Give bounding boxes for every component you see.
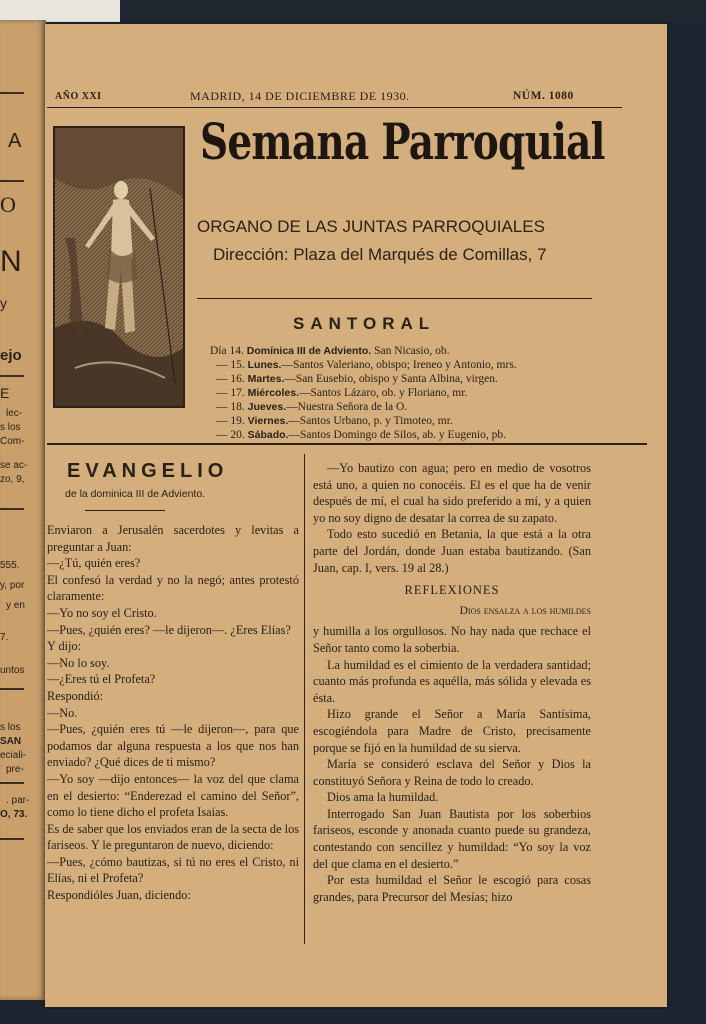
evangelio-paragraph: —Yo no soy el Cristo. (47, 605, 157, 620)
santoral-row (210, 386, 610, 400)
santoral-saints: —Santos Lázaro, ob. y Floriano, mr. (298, 387, 468, 399)
evangelio-short-rule (85, 510, 165, 511)
santoral-prefix: Día (210, 345, 227, 357)
left-page-fragment: untos (0, 665, 25, 676)
santoral-row (210, 428, 610, 442)
left-page-rule (0, 782, 24, 784)
santoral-day-number: 16. (230, 373, 245, 385)
santoral-row (210, 344, 610, 358)
left-page-fragment: . par- (6, 795, 30, 806)
santoral-list (210, 344, 610, 442)
gospel-continuation-paragraph: —Yo bautizo con agua; pero en medio de vosotros está uno, a quien no conocéis. El es el que ha de venir después de mí, el cual ha sido preferido a mí, y a quien yo no soy digno de desatar la correa de su zapato. (313, 461, 591, 525)
santoral-prefix: — (216, 401, 228, 413)
left-page-rule (0, 92, 24, 94)
left-page-fragment: pre- (6, 764, 24, 775)
evangelio-paragraph: —No. (47, 705, 78, 720)
santoral-weekday: Lunes. (247, 359, 282, 371)
left-page-fragment: 7. (0, 632, 9, 643)
santoral-saints: —Santos Domingo de Silos, ab. y Eugenio, pb. (288, 429, 507, 441)
left-page-fragment: A (8, 130, 22, 152)
issue-number: NÚM. 1080 (513, 90, 574, 102)
section-divider-rule (47, 443, 647, 445)
left-page-fragment: lec- (6, 408, 23, 419)
santoral-weekday: Domínica III de Adviento. (246, 345, 372, 357)
gospel-continuation-paragraph: Todo esto sucedió en Betania, la que está a la otra parte del Jordán, donde Juan estaba bautizando. (San Juan, cap. I, vers. 19 al 28.) (313, 527, 591, 575)
santoral-prefix: — (216, 415, 228, 427)
evangelio-paragraph: —Pues, ¿quién eres? —le dijeron—. ¿Eres Elías? (47, 622, 291, 637)
evangelio-heading: EVANGELIO (67, 460, 229, 482)
left-page-fragment: E (0, 385, 10, 401)
reflexiones-paragraph: y humilla a los orgullosos. No hay nada que rechace el Señor tanto como la soberbia. (313, 624, 591, 655)
evangelio-paragraph: —¿Eres tú el Profeta? (47, 672, 156, 687)
santoral-top-rule (197, 298, 592, 299)
santoral-day-number: 20. (230, 429, 245, 441)
santoral-weekday: Sábado. (247, 429, 289, 441)
evangelio-text (47, 522, 299, 904)
left-page-fragment: SAN (0, 736, 22, 747)
evangelio-paragraph: —Pues, ¿quién eres tú —le dijeron—, para que podamos dar alguna respuesta a los que nos han enviado? ¿Qué dices de ti mismo? (47, 722, 299, 770)
santoral-day-number: 19. (230, 415, 245, 427)
evangelio-paragraph: Respondióles Juan, diciendo: (47, 888, 191, 903)
evangelio-paragraph: Enviaron a Jerusalén sacerdotes y levitas a preguntar a Juan: (47, 523, 299, 554)
left-page-fragment: N (0, 245, 22, 278)
santoral-day-number: 18. (230, 401, 245, 413)
left-page-fragment: eciali- (0, 750, 27, 761)
left-page-fragment: ejo (0, 347, 22, 364)
evangelio-paragraph: —¿Tú, quién eres? (47, 556, 141, 571)
left-page-fragment: y (0, 295, 7, 311)
left-page-rule (0, 688, 24, 690)
santoral-row (210, 400, 610, 414)
santoral-prefix: — (216, 387, 228, 399)
reflexiones-subheading: Dios ensalza a los humildes (459, 604, 591, 617)
organ-subtitle: ORGANO DE LAS JUNTAS PARROQUIALES (197, 217, 545, 236)
top-paper-edge (0, 0, 120, 22)
left-page-fragment: se ac- (0, 460, 28, 471)
left-page-rule (0, 838, 24, 840)
newspaper-page (45, 24, 667, 1007)
left-page-fragment: s los (0, 722, 21, 733)
left-page-fragment: O, 73. (0, 809, 28, 820)
right-column-text (313, 460, 591, 905)
evangelio-subheading: de la dominica III de Adviento. (65, 488, 206, 500)
santoral-heading: SANTORAL (293, 314, 436, 333)
left-page-rule (0, 180, 24, 182)
address-line: Dirección: Plaza del Marqués de Comillas, 7 (213, 245, 547, 264)
left-page-fragment: y en (6, 600, 25, 611)
evangelio-paragraph: Es de saber que los enviados eran de la secta de los fariseos. Y le preguntaron de nuevo, diciendo: (47, 821, 299, 853)
evangelio-paragraph: —Yo soy —dijo entonces— la voz del que clama en el desierto: “Enderezad el camino del Señor”, como lo tiene dicho el profeta Isaías. (47, 771, 299, 820)
reflexiones-paragraph: Hizo grande el Señor a María Santísima, escogiéndola para Madre de Cristo, precisamente porque se fijó en la humildad de su sierva. (313, 707, 591, 755)
reflexiones-heading: REFLEXIONES (404, 583, 500, 598)
newspaper-title: Semana Parroquial (200, 112, 605, 171)
issue-date: MADRID, 14 DE DICIEMBRE DE 1930. (190, 89, 410, 103)
santoral-weekday: Viernes. (247, 415, 289, 427)
left-page-rule (0, 375, 24, 377)
santoral-saints: —San Eusebio, obispo y Santa Albina, virgen. (284, 373, 498, 385)
reflexiones-paragraph: Dios ama la humildad. (327, 790, 439, 805)
left-adjacent-page (0, 20, 46, 1000)
evangelio-paragraph: —No lo soy. (47, 655, 110, 670)
engraving-illustration (55, 128, 183, 406)
santoral-prefix: — (216, 359, 228, 371)
reflexiones-paragraph: María se consideró esclava del Señor y Dios la constituyó Señora y Reina de todo lo creado. (313, 757, 591, 788)
santoral-weekday: Miércoles. (247, 387, 299, 399)
year-label: AÑO XXI (55, 91, 102, 102)
santoral-weekday: Jueves. (247, 401, 287, 413)
left-page-rule (0, 508, 24, 510)
left-page-fragment: zo, 9, (0, 474, 25, 485)
santoral-row (210, 358, 610, 372)
evangelio-paragraph: Respondió: (47, 688, 104, 703)
column-divider (304, 454, 305, 944)
left-page-fragment: 555. (0, 560, 20, 571)
santoral-row (210, 414, 610, 428)
left-page-fragment: y, por (0, 580, 25, 591)
evangelio-paragraph: —Pues, ¿cómo bautizas, si tú no eres el Cristo, ni Elías, ni el Profeta? (47, 854, 299, 886)
santoral-saints: —Santos Urbano, p. y Timoteo, mr. (288, 415, 453, 427)
left-page-fragment: Com- (0, 436, 25, 447)
left-page-fragment: s los (0, 422, 21, 433)
santoral-day-number: 15. (230, 359, 245, 371)
santoral-saints: San Nicasio, ob. (374, 345, 450, 357)
left-page-fragment: O (0, 192, 16, 217)
saint-engraving-image (53, 126, 185, 408)
evangelio-paragraph: El confesó la verdad y no la negó; antes protestó claramente: (47, 572, 299, 604)
reflexiones-paragraph: Interrogado San Juan Bautista por los soberbios fariseos, esconde y anonada cuanto puede su grandeza, contestando con sencillez y humildad: “Yo soy la voz del que clama en el desierto.” (313, 806, 591, 871)
santoral-prefix: — (216, 429, 228, 441)
santoral-prefix: — (216, 373, 228, 385)
reflexiones-paragraph: La humildad es el cimiento de la verdadera santidad; cuanto más profunda es aquélla, más sólida y elevada es ésta. (313, 657, 591, 705)
evangelio-paragraph: Y dijo: (47, 639, 82, 654)
santoral-row (210, 372, 610, 386)
santoral-day-number: 14. (229, 345, 244, 357)
santoral-day-number: 17. (230, 387, 245, 399)
reflexiones-paragraph: Por esta humildad el Señor le escogió para cosas grandes, para Precursor del Mesías; hizo (313, 873, 591, 904)
header-rule (47, 107, 622, 108)
scanner-top-bar (0, 0, 706, 22)
santoral-saints: —Santos Valeriano, obispo; Ireneo y Antonio, mrs. (281, 359, 517, 371)
santoral-saints: —Nuestra Señora de la O. (286, 401, 408, 413)
santoral-weekday: Martes. (247, 373, 285, 385)
